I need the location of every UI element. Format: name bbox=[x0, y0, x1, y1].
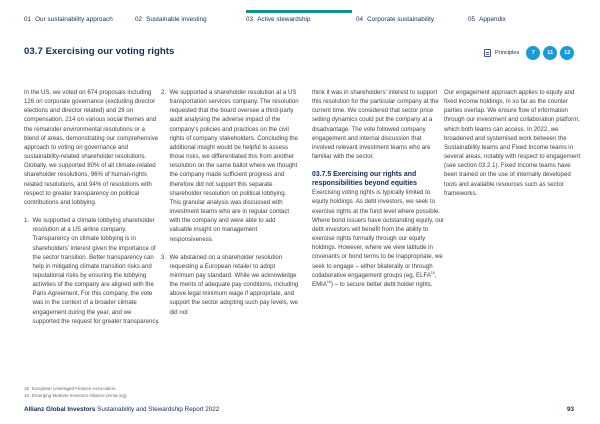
footnote-ref-16[interactable]: 16 bbox=[326, 279, 331, 284]
principle-badge-11[interactable]: 11 bbox=[543, 46, 557, 60]
nav-item-corporate-sustainability[interactable]: 04 Corporate sustainability bbox=[356, 16, 435, 23]
report-title: Sustainability and Stewardship Report 2022 bbox=[97, 406, 220, 413]
principle-badge-7[interactable]: 7 bbox=[526, 46, 540, 60]
nav-item-appendix[interactable]: 05 Appendix bbox=[468, 16, 506, 23]
column-2 bbox=[161, 88, 299, 326]
footnote-16: 16 Emerging Markets Investors Alliance (emia.org). bbox=[24, 393, 128, 399]
section-subheading: 03.7.5 Exercising our rights and responsibilities beyond equities bbox=[312, 171, 417, 188]
nav-item-sustainable-investing[interactable]: 02 Sustainable investing bbox=[135, 16, 207, 23]
continuation-paragraph: think it was in shareholders' interest to support this resolution for the particular company at the current time. We considered that sector price setting dynamics could put the company at a disadvantage. The vote followed company engagement and internal discussion that involved relevant investment teams who are familiar with the sector. bbox=[312, 89, 439, 161]
section-navigation bbox=[0, 0, 600, 30]
book-icon bbox=[484, 49, 491, 57]
intro-paragraph: In the US, we voted on 674 proposals including 126 on corporate governance (excluding director elections and director related) and 28 on compensation, 214 on various social themes and the remainder environmental resolutions or a blend of areas, demonstrating our comprehensive approach to voting on governance and sustainability-related shareholder resolutions. Globally, we supported 80% of all climate-related shareholder resolutions, 96% of human-rights related resolutions, and 94% of resolutions with respect to greater transparency on political contributions and lobbying. bbox=[24, 89, 159, 206]
example-list bbox=[24, 216, 160, 326]
active-section-indicator bbox=[246, 10, 352, 13]
footnotes bbox=[24, 385, 128, 399]
engagement-paragraph: Our engagement approach applies to equity and fixed income holdings, in so far as the counter parties overlap. We ensure flow of information through our investment and collaboration platform, which both teams can access. In 2022, we broadened and systemised work between the Sustainability teams and Fixed Income teams in several areas, notably with respect to engagement (see section 03.2.1). Fixed Income teams have been trained on the use of internally developed tools and available resources such as sector frameworks. bbox=[444, 89, 581, 197]
principles-label: Principles bbox=[495, 50, 520, 56]
list-item: 3. We abstained on a shareholder resolution requesting a European retailer to adopt minimum pay standard. While we acknowledge the merits of adequate pay conditions, including above legal minimum wage if appropriate, and support the sector adopting such pay levels, we did not bbox=[161, 253, 299, 316]
principle-badge-12[interactable]: 12 bbox=[560, 46, 574, 60]
list-item: 2. We supported a shareholder resolution at a US transportation services company. The resolution requested that the board oversee a third-party audit analysing the adverse impact of the company's policies and practices on the civil rights of company stakeholders. Concluding the additional insight would be helpful to assess those risks, we differentiated this from another resolution on the same ballot where we thought the company made sufficient progress and therefore did not support this separate shareholder resolution on political lobbying. This granular analysis was discussed with investment teams who are in regular contact with the company and were able to add valuable insight on management responsiveness. bbox=[161, 89, 299, 243]
page-number: 93 bbox=[567, 406, 575, 413]
column-4 bbox=[444, 88, 584, 207]
column-1 bbox=[24, 88, 160, 335]
footnote-ref-15[interactable]: 15 bbox=[430, 270, 435, 275]
nav-item-sustainability-approach[interactable]: 01 Our sustainability approach bbox=[24, 16, 113, 23]
principles-group bbox=[484, 46, 577, 60]
page-footer bbox=[24, 406, 219, 413]
brand-name: Allianz Global Investors bbox=[24, 406, 96, 413]
example-list-continued bbox=[161, 88, 299, 317]
column-3 bbox=[312, 88, 444, 298]
footnote-15: 15 European Leveraged Finance Association. bbox=[24, 386, 117, 391]
page-title: 03.7 Exercising our voting rights bbox=[24, 46, 175, 57]
list-item: 1. We supported a climate lobbying shareholder resolution at a US airline company. Transparency on climate lobbying is in shareholders' interest given the importance of the sector transition. Better transparency can help in mitigating climate transition risks and reputational risks by ensuring the lobbying activities of the company are aligned with the Paris Agreement. For this company, the vote was in the context of a broader climate engagement during the year, and we supported the request for greater transparency. bbox=[24, 217, 160, 325]
beyond-equities-paragraph: Exercising voting rights is typically limited to equity holdings. As debt investors, we seek to exercise rights at the fund level where possible. Where bond issuers have outstanding equity, our debt investors will benefit from the ability to exercise rights formally through our equity holdings. However, where we view latitude in covenants or bond terms to be inappropriate, we seek to engage – either bilaterally or through collaborative engagement groups (eg, ELFA$^{15}$, EMIA$^{16}$) – to secure better debt holder rights. bbox=[312, 189, 444, 288]
nav-item-active-stewardship[interactable]: 03 Active stewardship bbox=[246, 16, 311, 23]
